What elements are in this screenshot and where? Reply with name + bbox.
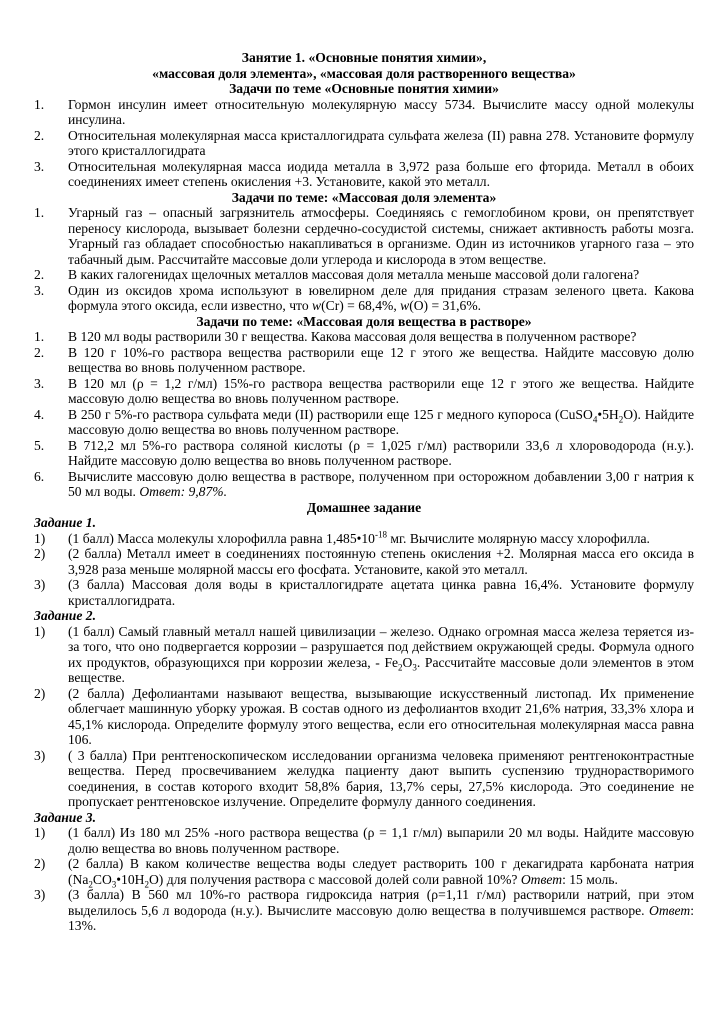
homework-heading: Домашнее задание: [306, 499, 422, 515]
list-item: [34, 128, 694, 159]
list-item-number: 2.: [34, 127, 45, 143]
list-item: 1. Угарный газ – опасный загрязнитель атмосферы. Соединяясь с гемоглобином крови, он препятствует переносу кислорода, вызывает болезни сердечно-сосудистой системы, снижает активность работы мозга. Угарный газ обладает способностью накапливаться в организме. Один из источников угарного газа – это табачный дым. Рассчитайте массовые доли углерода и кислорода в этом веществе.: [34, 205, 694, 267]
answer-text: Ответ: 9,87%.: [139, 484, 228, 499]
lesson-title-line1: Занятие 1. «Основные понятия химии»,: [241, 50, 487, 65]
section-heading-basic-concepts: Задачи по теме «Основные понятия химии»: [229, 81, 499, 96]
list-item: 3) ( 3 балла) При рентгеноскопическом исследовании организма человека применяют рентгеноконтрастные вещества. Перед просвечиванием желудка пациенту дают выпить суспензию труднорастворимого соединения, в состав которого входит 58,8% бария, 13,7% серы, 27,5% кислорода. Это соединение не пропускает рентгеновское излучение. Определите формулу данного соединения.: [34, 747, 694, 809]
document-page: [34, 50, 694, 934]
list-item: 1) (1 балл) Масса молекулы хлорофилла равна $1,485•10^{-18}$ мг. Вычислите молярную массу хлорофилла.: [34, 528, 650, 546]
list-item: 3) (3 балла) В 560 мл 10%-го раствора гидроксида натрия (ρ=1,11 г/мл) растворили натрий, при этом выделилось 5,6 л водорода (н.у.). Вычислите массовую долю вещества в получившемся растворе. Ответ: 13%.: [34, 887, 694, 933]
list-item-number: 3.: [34, 158, 45, 174]
list-item-text: Относительная молекулярная масса кристаллогидрата сульфата железа (II) равна 278. Установите формулу этого кристаллогидрата: [68, 127, 694, 158]
list-item: 5. В 712,2 мл 5%-го раствора соляной кислоты (ρ = 1,025 г/мл) растворили 33,6 л хлороводорода (н.у.). Найдите массовую долю вещества во вновь полученном растворе.: [34, 437, 694, 468]
list-item-text: Гормон инсулин имеет относительную молекулярную массу 5734. Вычислите массу одной молекулы инсулина.: [68, 96, 694, 127]
list-item: 3) (3 балла) Массовая доля воды в кристаллогидрате ацетата цинка равна 16,4%. Установите формулу кристаллогидрата.: [34, 577, 694, 608]
list-item: 1) (1 балл) Из 180 мл 25% -ного раствора вещества (ρ = 1,1 г/мл) выпарили 20 мл воды. Найдите массовую долю вещества во вновь полученном растворе.: [34, 825, 694, 856]
answer-text: Ответ: [649, 902, 691, 918]
section-heading-element-mass-fraction: Задачи по теме: «Массовая доля элемента»: [231, 189, 497, 205]
list-item: 1. В 120 мл воды растворили 30 г вещества. Какова массовая доля вещества в полученном растворе?: [34, 329, 637, 344]
list-item-text: Относительная молекулярная масса иодида металла в 3,972 раза больше его фторида. Металл в обоих соединениях имеет степень окисления +3. Установите, какой это металл.: [68, 158, 694, 189]
answer-text: Ответ: [520, 871, 563, 887]
basic-concepts-task-list: [34, 97, 694, 190]
list-item: 6. Вычислите массовую долю вещества в растворе, полученном при осторожном добавлении 3,00 г натрия к 50 мл воды. Ответ: 9,87%.: [34, 468, 694, 499]
list-item: [34, 159, 694, 190]
section-heading-solution-mass-fraction: Задачи по теме: «Массовая доля вещества в растворе»: [196, 313, 532, 329]
list-item: 1) (1 балл) Самый главный металл нашей цивилизации – железо. Однако огромная масса железа теряется из-за того, что оно подвергается коррозии – разрушается под действием окружающей среды. Формула одного их продуктов, образующихся при коррозии железа, - $Fe_2O_3$. Рассчитайте массовые доли элементов в этом веществе.: [34, 623, 694, 685]
list-item: [34, 97, 694, 128]
list-item: 4. В 250 г 5%-го раствора сульфата меди (II) растворили еще 125 г медного купороса $(CuSO_4•5H_2O)$. Найдите массовую долю вещества во вновь полученном растворе.: [34, 406, 694, 437]
task-label-2: Задание 2.: [34, 608, 96, 623]
list-item: 2. В 120 г 10%-го раствора вещества растворили еще 12 г этого же вещества. Найдите массовую долю вещества во вновь полученном растворе.: [34, 344, 694, 375]
list-item: 2. В каких галогенидах щелочных металлов массовая доля металла меньше массовой доли галогена?: [34, 267, 640, 282]
list-item: 3. В 120 мл (ρ = 1,2 г/мл) 15%-го раствора вещества растворили еще 12 г этого же вещества. Найдите массовую долю вещества во вновь полученном растворе.: [34, 375, 694, 406]
list-item: 3. Один из оксидов хрома используют в ювелирном деле для придания стразам зеленого цвета. Какова формула этого оксида, если известно, что w(Cr) = 68,4%, w(O) = 31,6%.: [34, 282, 694, 313]
list-item-number: 1.: [34, 96, 45, 112]
list-item: 2) (2 балла) В каком количестве вещества воды следует растворить 100 г декагидрата карбоната натрия $(Na_2CO_3•10H_2O)$ для получения раствора с массовой долей соли равной 10%? Ответ: 15 моль.: [34, 856, 694, 890]
task-label-3: Задание 3.: [34, 809, 96, 825]
task-label-1: Задание 1.: [34, 515, 96, 530]
lesson-title-line2: «массовая доля элемента», «массовая доля растворенного вещества»: [152, 65, 576, 81]
list-item: 2) (2 балла) Дефолиантами называют вещества, вызывающие искусственный листопад. Их применение облегчает машинную уборку урожая. В состав одного из дефолиантов входит 21,6% натрия, 33,3% хлора и 45,1% кислорода. Определите формулу этого вещества, если его относительная молекулярная масса равна 106.: [34, 685, 694, 747]
list-item: 2) (2 балла) Металл имеет в соединениях постоянную степень окисления +2. Молярная масса его оксида в 3,928 раза меньше молярной массы его фосфата. Установите, какой это металл.: [34, 546, 694, 577]
